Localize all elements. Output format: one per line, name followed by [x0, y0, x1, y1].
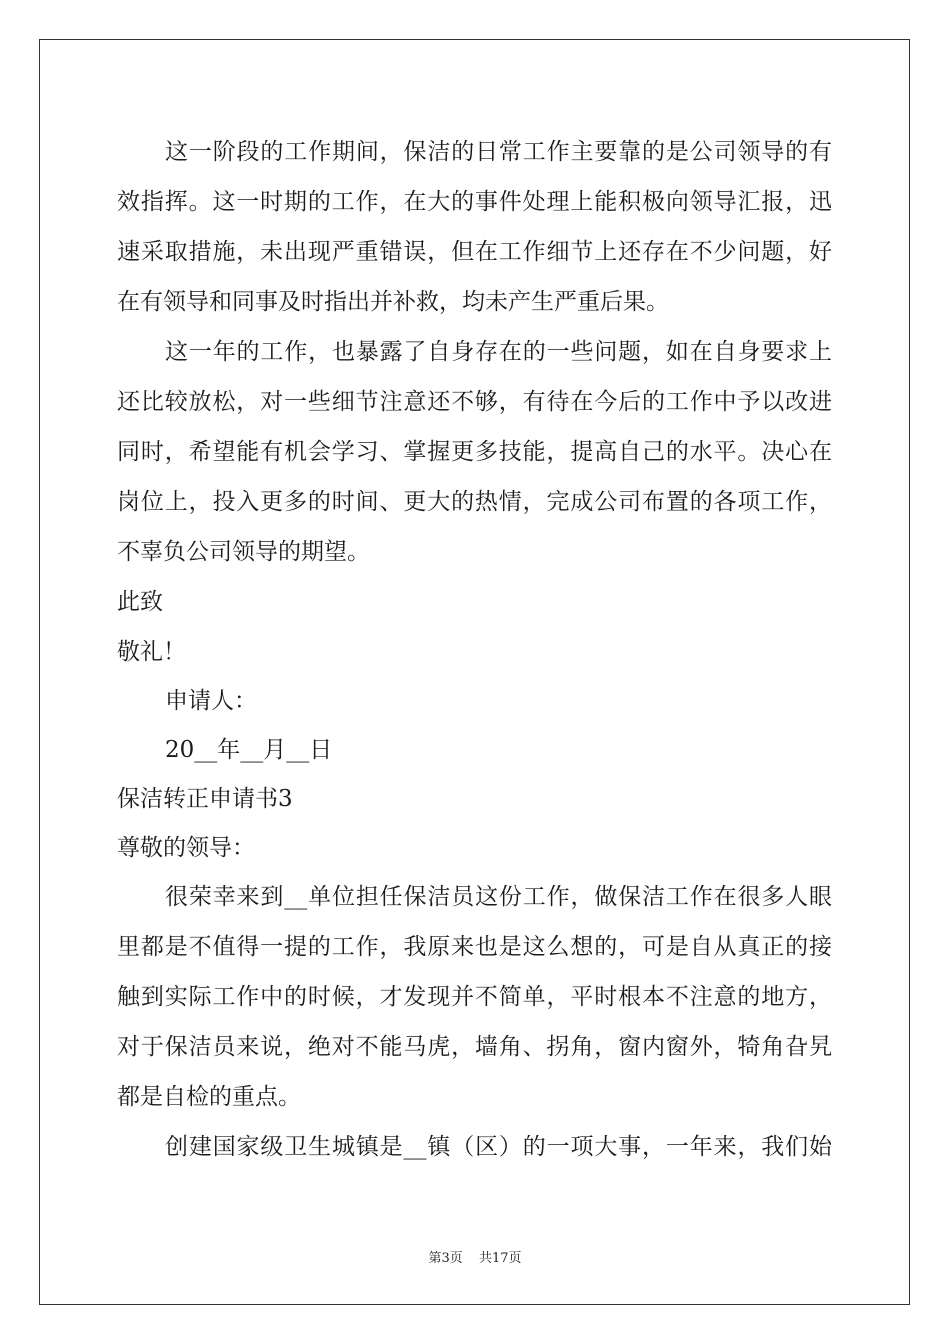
- page-total: 共17页: [478, 1251, 522, 1266]
- paragraph-line: 这一年的工作，也暴露了自身存在的一些问题，如在自身要求上: [165, 339, 832, 365]
- applicant-label: 申请人：: [165, 688, 257, 714]
- paragraph-line: 还比较放松，对一些细节注意还不够，有待在今后的工作中予以改进: [117, 389, 832, 415]
- closing-regards: 敬礼！: [117, 639, 186, 665]
- paragraph-line: 对于保洁员来说，绝对不能马虎，墙角、拐角，窗内窗外，犄角旮旯: [117, 1034, 832, 1060]
- paragraph-line: 速采取措施，未出现严重错误，但在工作细节上还存在不少问题，好: [117, 239, 832, 265]
- paragraph-line: 在有领导和同事及时指出并补救，均未产生严重后果。: [117, 289, 669, 315]
- section-title: 保洁转正申请书3: [117, 786, 293, 812]
- paragraph-line: 都是自检的重点。: [117, 1084, 301, 1110]
- paragraph-line: 很荣幸来到__单位担任保洁员这份工作，做保洁工作在很多人眼: [165, 884, 832, 910]
- paragraph-line: 效指挥。这一时期的工作，在大的事件处理上能积极向领导汇报，迅: [117, 189, 832, 215]
- paragraph-line: 同时，希望能有机会学习、掌握更多技能，提高自己的水平。决心在: [117, 439, 832, 465]
- paragraph-line: 里都是不值得一提的工作，我原来也是这么想的，可是自从真正的接: [117, 934, 832, 960]
- paragraph-line: 岗位上，投入更多的时间、更大的热情，完成公司布置的各项工作，: [117, 489, 832, 515]
- paragraph-line: 不辜负公司领导的期望。: [117, 539, 370, 565]
- page-footer: [0, 1247, 950, 1266]
- greeting: 尊敬的领导：: [117, 835, 255, 861]
- paragraph-line: 创建国家级卫生城镇是__镇（区）的一项大事，一年来，我们始: [165, 1134, 832, 1160]
- paragraph-line: 触到实际工作中的时候，才发现并不简单，平时根本不注意的地方，: [117, 984, 832, 1010]
- paragraph-line: 这一阶段的工作期间，保洁的日常工作主要靠的是公司领导的有: [165, 139, 832, 165]
- date-line: 20__年__月__日: [165, 737, 333, 763]
- page-number: 第3页: [428, 1251, 463, 1266]
- closing-salutation: 此致: [117, 589, 163, 615]
